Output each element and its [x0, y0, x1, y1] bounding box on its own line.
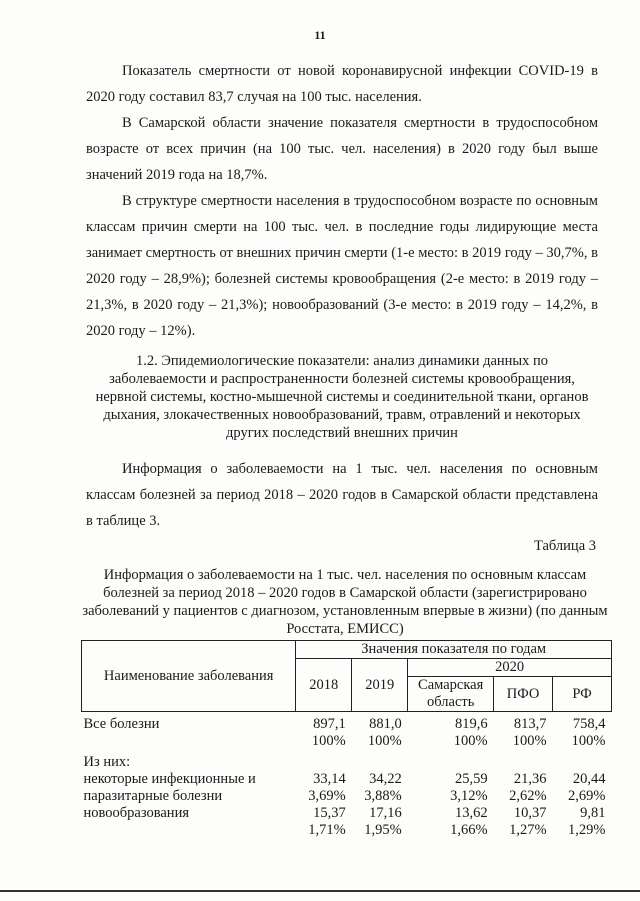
cell-samara: 819,6 [455, 716, 488, 732]
cell-2019: 3,88% [364, 788, 402, 804]
table-row [82, 712, 612, 734]
cell-samara [408, 750, 494, 771]
cell-2019: 881,0 [369, 716, 402, 732]
row-name: некоторые инфекционные и [83, 771, 256, 787]
row-name: новообразования [83, 805, 189, 821]
table-row [82, 805, 612, 822]
cell-pfo: 2,62% [509, 788, 547, 804]
header-2019: 2019 [352, 659, 408, 712]
cell-2019: 34,22 [369, 771, 402, 787]
cell-pfo: 10,37 [513, 805, 547, 821]
cell-samara: 3,12% [450, 788, 488, 804]
cell-samara: 100% [453, 733, 488, 749]
cell-rf: 2,69% [568, 788, 606, 804]
row-name [82, 733, 296, 750]
cell-2018: 3,69% [308, 788, 346, 804]
header-pfo: ПФО [494, 677, 553, 712]
cell-2018: 15,37 [313, 805, 346, 821]
morbidity-table [81, 640, 612, 839]
cell-rf: 20,44 [572, 771, 606, 787]
cell-rf: 9,81 [580, 805, 606, 821]
cell-rf [553, 750, 612, 771]
table-row [82, 771, 612, 788]
header-disease-name: Наименование заболевания [82, 641, 296, 712]
cell-2018: 1,71% [308, 822, 346, 838]
cell-samara: 1,66% [450, 822, 488, 838]
paragraph-intro: Информация о заболеваемости на 1 тыс. чел. населения по основным классам болезней за период 2018 – 2020 годов в Самарской области представлена в таблице 3. [86, 461, 598, 529]
table-row [82, 750, 612, 771]
row-name: Из них: [83, 754, 131, 770]
table-row [82, 733, 612, 750]
row-name: паразитарные болезни [83, 788, 223, 804]
header-2020: 2020 [408, 659, 612, 677]
cell-pfo: 21,36 [513, 771, 547, 787]
cell-pfo: 100% [512, 733, 547, 749]
cell-2019 [352, 750, 408, 771]
header-samara: Самарская область [408, 677, 494, 712]
cell-samara: 25,59 [455, 771, 488, 787]
header-values-by-year: Значения показателя по годам [296, 641, 612, 659]
row-name [82, 822, 296, 839]
cell-pfo: 813,7 [513, 716, 547, 732]
cell-2019: 17,16 [369, 805, 402, 821]
cell-2018: 33,14 [313, 771, 346, 787]
row-name: Все болезни [83, 716, 160, 732]
cell-samara: 13,62 [455, 805, 488, 821]
cell-rf: 100% [571, 733, 606, 749]
header-2018: 2018 [296, 659, 352, 712]
cell-2018: 897,1 [313, 716, 346, 732]
table-label: Таблица 3 [533, 538, 596, 554]
cell-2018 [296, 750, 352, 771]
cell-rf: 758,4 [572, 716, 606, 732]
table-row [82, 822, 612, 839]
cell-2019: 1,95% [364, 822, 402, 838]
paragraph-structure: В структуре смертности населения в трудоспособном возрасте по основным классам причин смерти на 100 тыс. чел. в последние годы лидирующие места занимает смертность от внешних причин смерти (1-е место: в 2019 году – 30,7%, в 2020 году – 28,9%); болезней системы кровообращения (2-е место: в 2019 году – 21,3%, в 2020 году – 21,3%); новообразований (3-е место: в 2019 году – 14,2%, в 2020 году – 12%). [86, 193, 598, 339]
paragraph-mortality: В Самарской области значение показателя смертности в трудоспособном возрасте от всех причин (на 100 тыс. чел. населения) в 2020 году был выше значений 2019 года на 18,7%. [86, 115, 598, 183]
cell-2018: 100% [311, 733, 346, 749]
scan-edge-divider [0, 890, 640, 892]
table-row [82, 788, 612, 805]
cell-pfo: 1,27% [509, 822, 547, 838]
paragraph-covid: Показатель смертности от новой коронавирусной инфекции COVID-19 в 2020 году составил 83,7 случая на 100 тыс. населения. [86, 63, 598, 105]
table-caption: Информация о заболеваемости на 1 тыс. чел. населения по основным классам болезней за период 2018 – 2020 годов в Самарской области (зарегистрировано заболеваний у пациентов с диагнозом, установленным впервые в жизни) (по данным Росстата, ЕМИСС) [82, 567, 608, 637]
header-rf: РФ [553, 677, 612, 712]
cell-pfo [494, 750, 553, 771]
cell-2019: 100% [367, 733, 402, 749]
page-number: 11 [314, 28, 326, 42]
cell-rf: 1,29% [568, 822, 606, 838]
section-heading: 1.2. Эпидемиологические показатели: анализ динамики данных по заболеваемости и распространенности болезней системы кровообращения, нервной системы, костно-мышечной системы и соединительной ткани, органов дыхания, злокачественных новообразований, травм, отравлений и некоторых других последствий внешних причин [95, 353, 589, 441]
